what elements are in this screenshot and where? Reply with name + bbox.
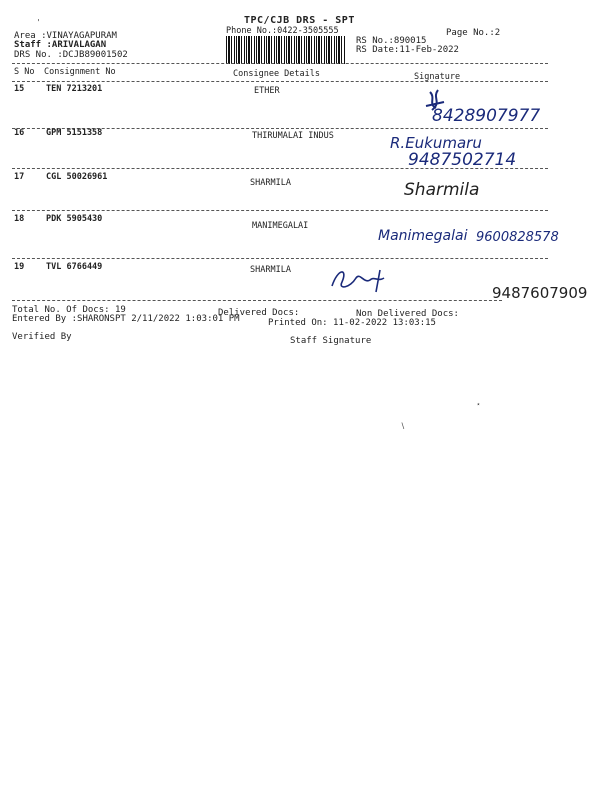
row-consignment: PDK 5905430 [46, 214, 103, 224]
row-consignee: SHARMILA [250, 178, 291, 188]
barcode-image [226, 36, 346, 64]
row-consignee: THIRUMALAI INDUS [252, 131, 334, 141]
row-sno: 18 [14, 214, 25, 224]
scan-speck: ∖ [400, 422, 406, 431]
scan-speck: ' [36, 18, 41, 27]
non-delivered-docs: Non Delivered Docs: [356, 309, 459, 319]
page-number: Page No.:2 [446, 28, 501, 38]
handwritten-phone: 9487607909 [492, 284, 588, 302]
rs-number: RS No.:890015 [356, 36, 427, 46]
row-separator [12, 168, 548, 169]
scan-speck: ⋆ [476, 400, 481, 409]
printed-on: Printed On: 11-02-2022 13:03:15 [268, 318, 436, 328]
phone-number: Phone No.:0422-3505555 [226, 26, 339, 36]
handwritten-phone: 8428907977 [432, 106, 541, 126]
area-label: Area :VINAYAGAPURAM [14, 31, 117, 41]
row-consignee: MANIMEGALAI [252, 221, 309, 231]
rs-date: RS Date:11-Feb-2022 [356, 45, 459, 55]
row-sno: 19 [14, 262, 25, 272]
column-header-consignment: Consignment No [44, 67, 116, 77]
header-rule-top [12, 63, 548, 64]
row-sno: 17 [14, 172, 25, 182]
row-consignee: ETHER [254, 86, 280, 96]
column-header-consignee: Consignee Details [233, 69, 320, 79]
entered-by: Entered By :SHARONSPT 2/11/2022 1:03:01 PM [12, 314, 240, 324]
staff-signature: Staff Signature [290, 336, 372, 346]
header-rule-bottom [12, 81, 548, 82]
document-title: TPC/CJB DRS - SPT [244, 15, 355, 26]
row-consignee: SHARMILA [250, 265, 291, 275]
column-header-sno: S No [14, 67, 35, 77]
row-separator [12, 300, 502, 301]
column-header-signature: Signature [414, 72, 461, 82]
row-consignment: TVL 6766449 [46, 262, 103, 272]
row-consignment: GPM 5151358 [46, 128, 103, 138]
handwritten-signature: R.Eukumaru [390, 134, 482, 152]
row-separator [12, 210, 548, 211]
handwritten-phone: 9487502714 [408, 150, 517, 170]
staff-label: Staff :ARIVALAGAN [14, 40, 107, 50]
row-sno: 16 [14, 128, 25, 138]
handwritten-phone: 9600828578 [476, 230, 559, 245]
row-sno: 15 [14, 84, 25, 94]
verified-by: Verified By [12, 332, 72, 342]
handwritten-signature: Sharmila [404, 180, 480, 200]
handwritten-signature: Manimegalai [378, 228, 468, 244]
signature-scribble [328, 266, 398, 294]
row-consignment: TEN 7213201 [46, 84, 103, 94]
total-docs: Total No. Of Docs: 19 [12, 305, 126, 315]
drs-number: DRS No. :DCJB89001502 [14, 50, 128, 60]
delivered-docs: Delivered Docs: [218, 308, 300, 318]
row-separator [12, 258, 548, 259]
row-consignment: CGL 50026961 [46, 172, 108, 182]
